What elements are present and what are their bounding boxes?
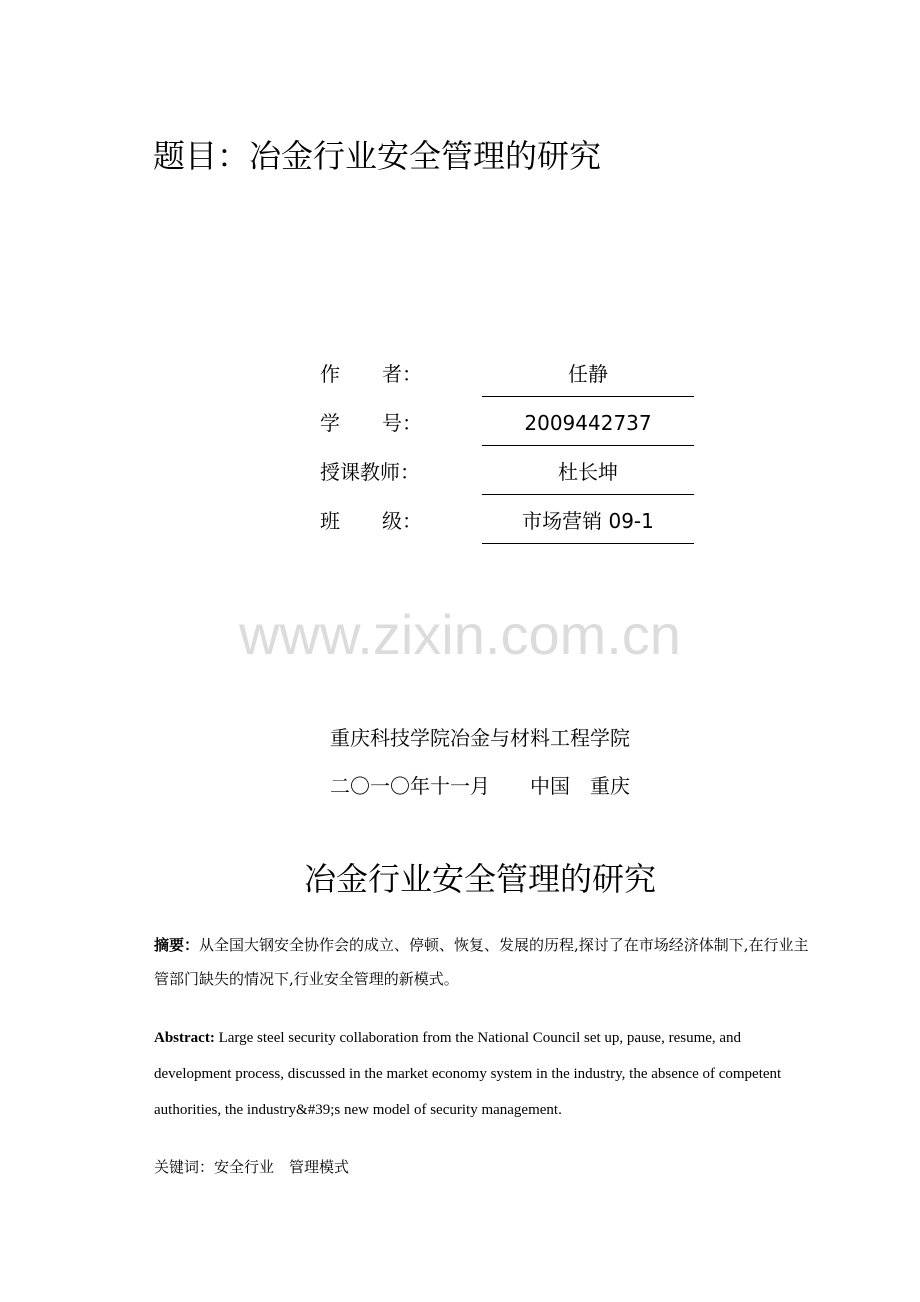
author-underline <box>482 396 694 397</box>
cover-page-title: 题目：冶金行业安全管理的研究 <box>153 137 602 175</box>
student-number-label-suffix: 号： <box>382 411 422 435</box>
abstract-chinese <box>154 928 814 996</box>
class-underline <box>482 543 694 544</box>
instructor-underline <box>482 494 694 495</box>
keywords: 关键词：安全行业 管理模式 <box>154 1158 350 1176</box>
class-label-char: 班 <box>320 509 340 533</box>
abstract-english-label: Abstract: <box>154 1030 215 1046</box>
student-number-label-char: 学 <box>320 411 340 435</box>
date-and-place: 二〇一〇年十一月 中国 重庆 <box>330 774 630 798</box>
abstract-chinese-label: 摘要： <box>154 936 200 954</box>
class-value: 市场营销 09-1 <box>522 509 654 533</box>
paper-title: 冶金行业安全管理的研究 <box>303 860 656 898</box>
institution-name: 重庆科技学院冶金与材料工程学院 <box>330 726 630 750</box>
student-number-label <box>320 409 422 437</box>
author-label-char: 作 <box>320 362 340 386</box>
student-number-underline <box>482 445 694 446</box>
author-label-suffix: 者： <box>382 362 422 386</box>
class-label-suffix: 级： <box>382 509 422 533</box>
student-number-value: 2009442737 <box>524 411 652 435</box>
abstract-english <box>154 1020 804 1128</box>
author-value: 任静 <box>568 362 608 386</box>
instructor-value: 杜长坤 <box>558 460 618 484</box>
watermark: www.zixin.com.cn <box>239 603 681 666</box>
class-label <box>320 507 422 535</box>
abstract-english-text: Large steel security collaboration from the National Council set up, pause, resume, and development process, discussed in the market economy system in the industry, the absence of competent authorities, the industry&#39;s new model of security management. <box>154 1030 782 1118</box>
instructor-label: 授课教师： <box>320 460 420 484</box>
author-label <box>320 360 422 388</box>
abstract-chinese-text: 从全国大钢安全协作会的成立、停顿、恢复、发展的历程,探讨了在市场经济体制下,在行业主管部门缺失的情况下,行业安全管理的新模式。 <box>154 936 809 988</box>
